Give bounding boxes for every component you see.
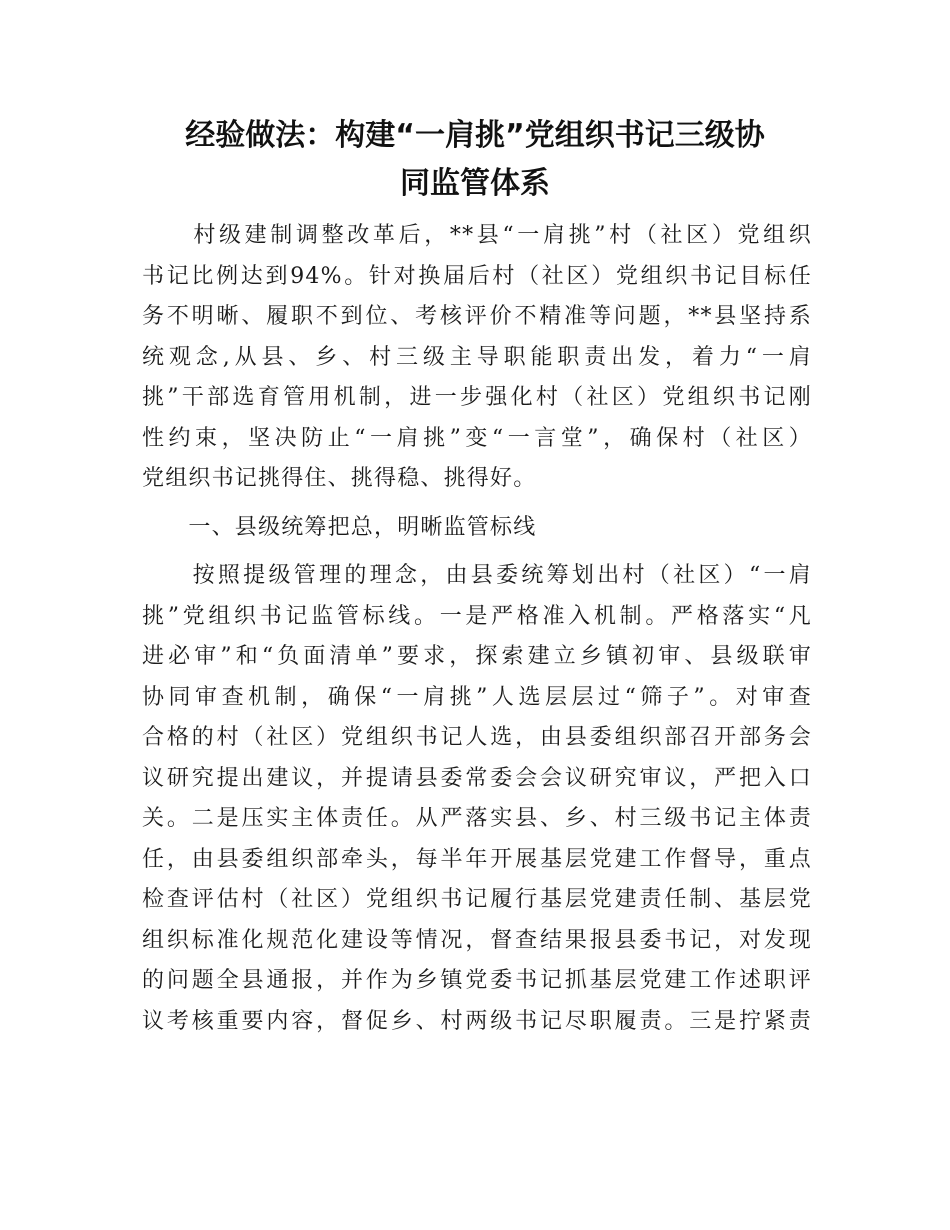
section-heading-1: 一、县级统筹把总，明晰监管标线 <box>142 514 537 540</box>
text-line: 进必审”和“负面清单”要求，探索建立乡镇初审、县级联审 <box>142 644 812 669</box>
text-line: 挑”党组织书记监管标线。一是严格准入机制。严格落实“凡 <box>142 603 812 629</box>
title-line-2: 同监管体系 <box>400 166 550 201</box>
text-line: 的问题全县通报，并作为乡镇党委书记抓基层党建工作述职评 <box>142 968 812 993</box>
paragraph-1 <box>142 216 812 500</box>
spacer <box>142 548 812 556</box>
text-line: 议考核重要内容，督促乡、村两级书记尽职履责。三是拧紧责 <box>142 1008 812 1034</box>
text-line: 关。二是压实主体责任。从严落实县、乡、村三级书记主体责 <box>142 806 812 831</box>
text-line: 党组织书记挑得住、挑得稳、挑得好。 <box>142 466 537 491</box>
text-line: 组织标准化规范化建设等情况，督查结果报县委书记，对发现 <box>142 927 812 953</box>
text-line: 书记比例达到94%。针对换届后村（社区）党组织书记目标任 <box>142 263 812 289</box>
spacer <box>142 500 812 508</box>
document-title <box>140 112 810 208</box>
text-line: 务不明晰、履职不到位、考核评价不精准等问题，**县坚持系 <box>142 304 812 329</box>
text-line: 统观念,从县、乡、村三级主导职能职责出发，着力“一肩 <box>142 344 812 370</box>
text-line: 协同审查机制，确保“一肩挑”人选层层过“筛子”。对审查 <box>142 684 812 710</box>
document-body <box>142 216 812 1042</box>
text-line: 检查评估村（社区）党组织书记履行基层党建责任制、基层党 <box>142 887 812 912</box>
text-line: 议研究提出建议，并提请县委常委会会议研究审议，严把入口 <box>142 765 812 791</box>
text-line: 挑”干部选育管用机制，进一步强化村（社区）党组织书记刚 <box>142 385 812 410</box>
title-line-1: 经验做法：构建“一肩挑”党组织书记三级协 <box>185 118 765 153</box>
text-line: 村级建制调整改革后，**县“一肩挑”村（社区）党组织 <box>142 223 812 248</box>
text-line: 性约束，坚决防止“一肩挑”变“一言堂”，确保村（社区） <box>142 425 812 451</box>
paragraph-2 <box>142 556 812 1042</box>
text-line: 任，由县委组织部牵头，每半年开展基层党建工作督导，重点 <box>142 846 812 872</box>
text-line: 按照提级管理的理念，由县委统筹划出村（社区）“一肩 <box>142 563 812 588</box>
text-line: 合格的村（社区）党组织书记人选，由县委组织部召开部务会 <box>142 725 812 750</box>
